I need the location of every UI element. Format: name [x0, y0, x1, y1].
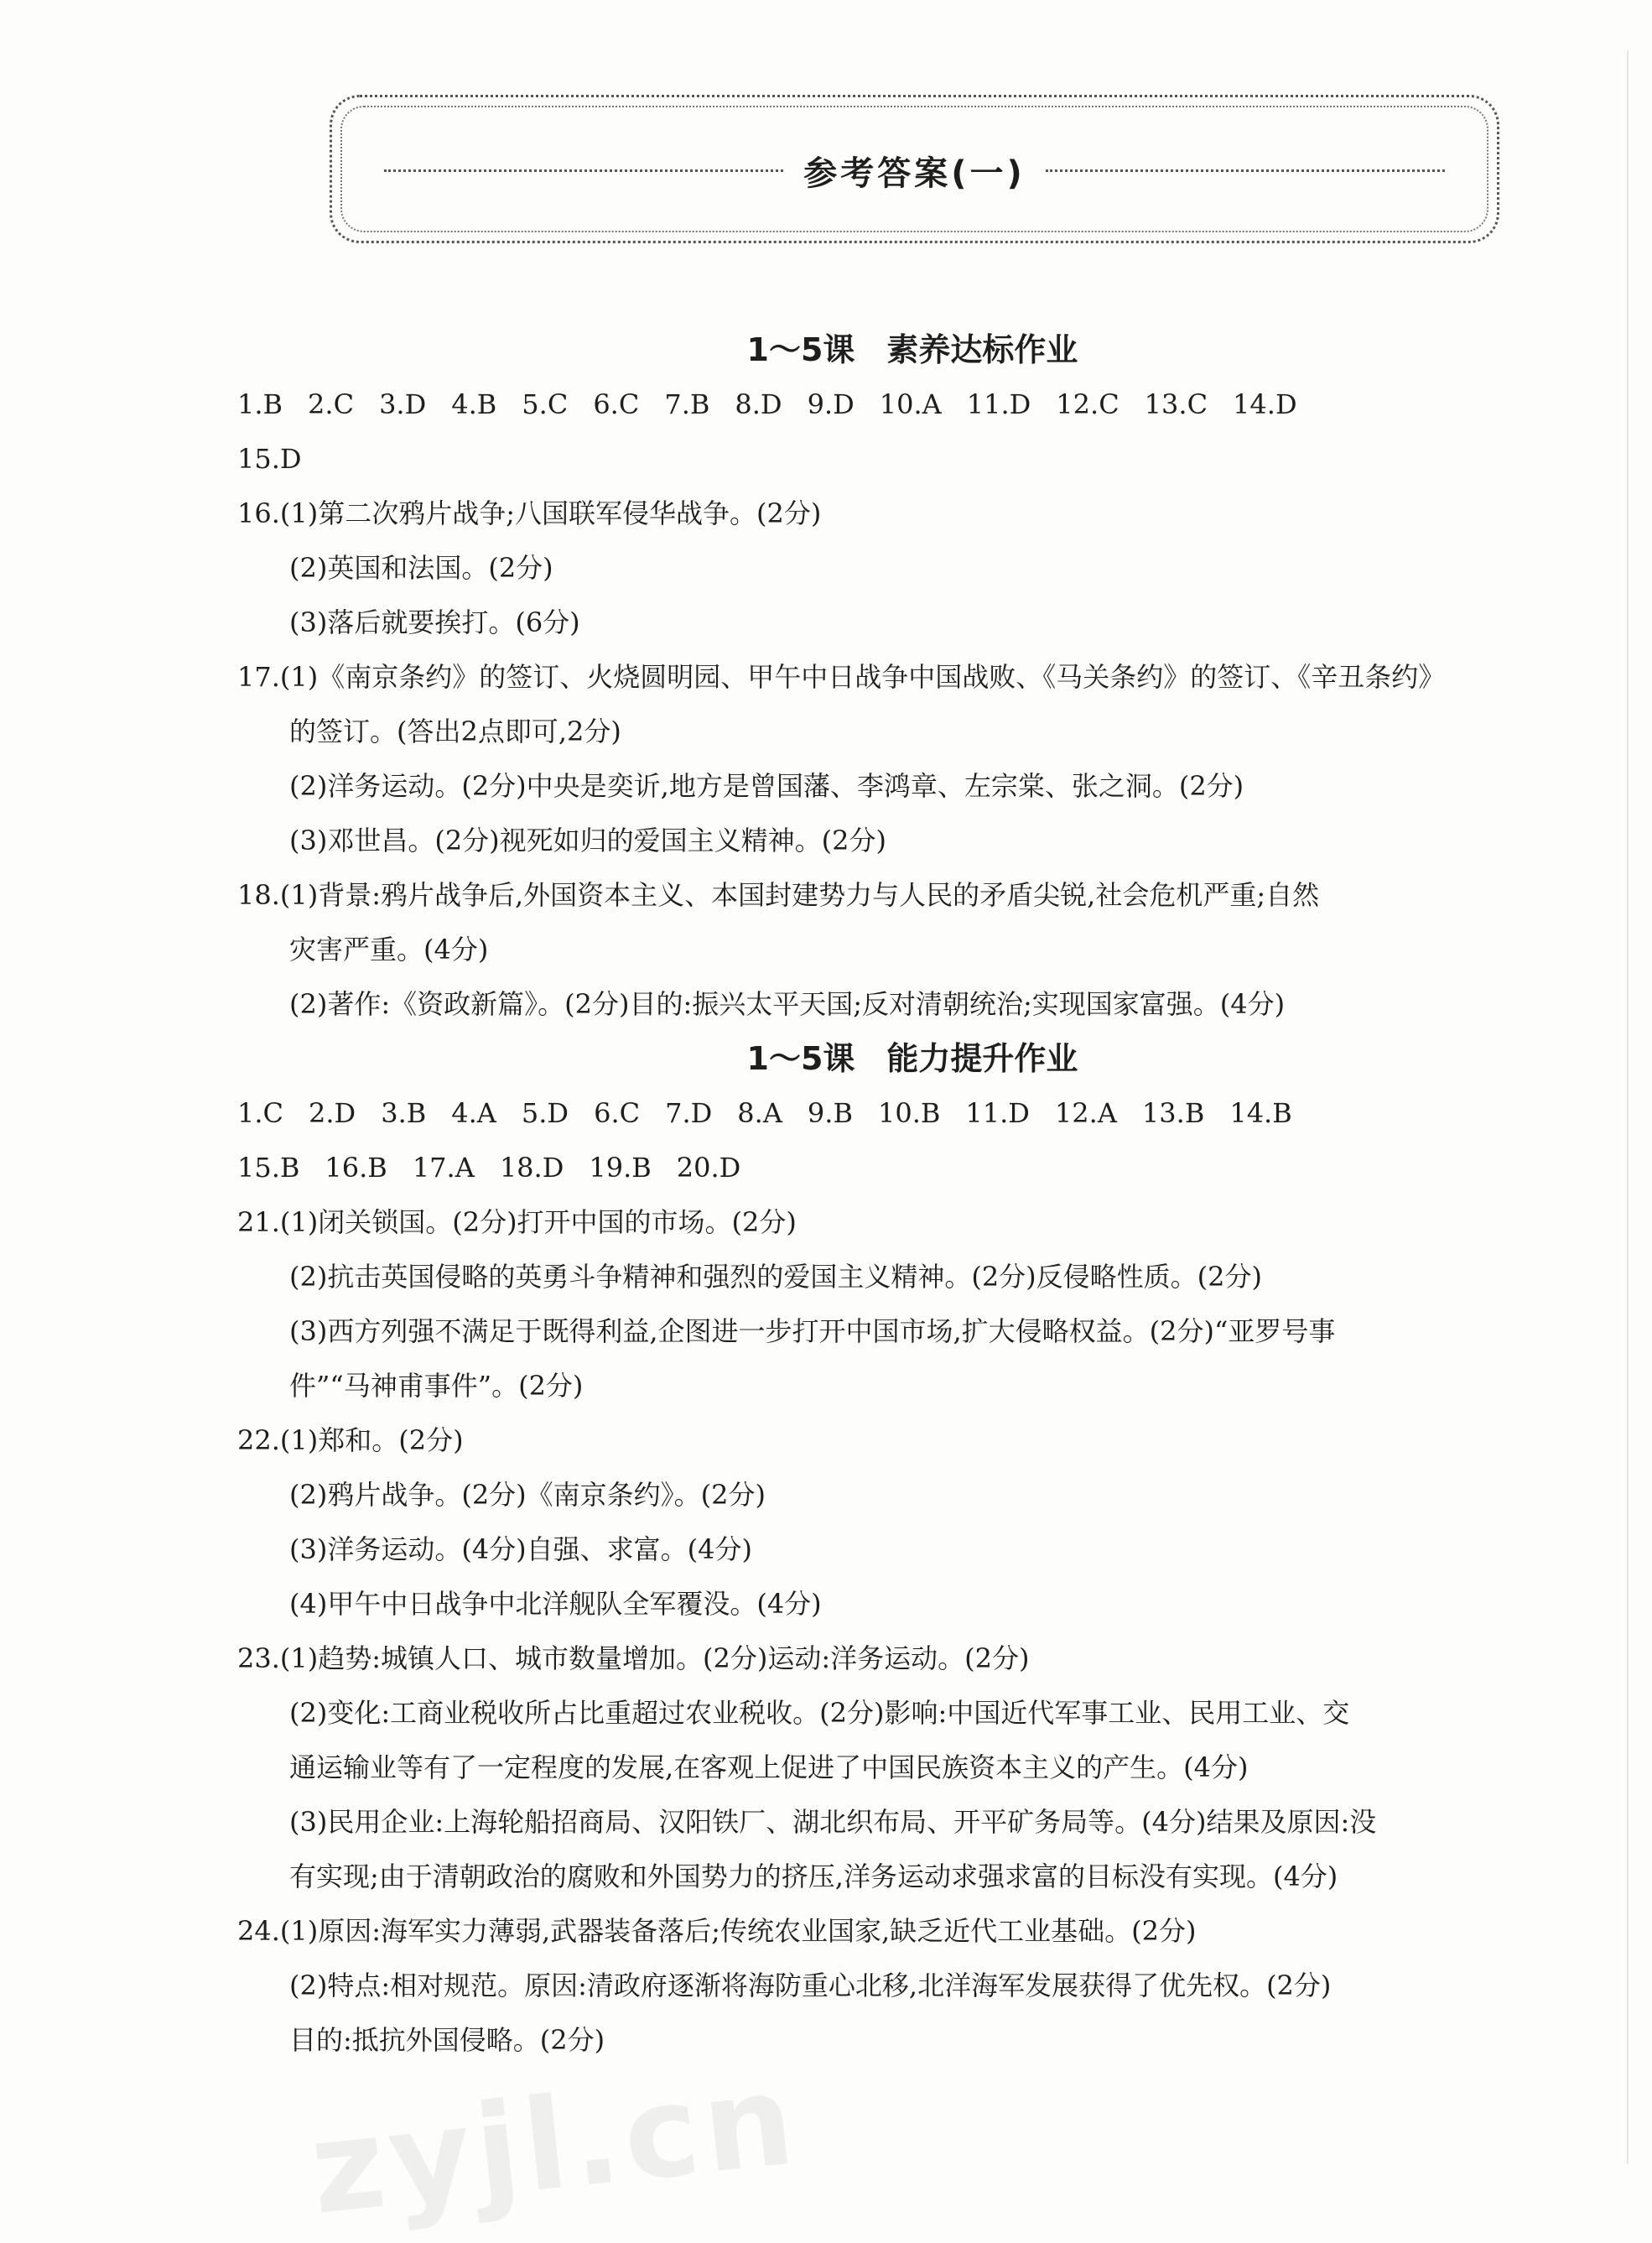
- choice-answers-line: [237, 1141, 1587, 1195]
- answer-line: 24.(1)原因:海军实力薄弱,武器装备落后;传统农业国家,缺乏近代工业基础。(2分): [237, 1915, 1197, 1947]
- page-edge-line: [1627, 50, 1629, 2164]
- answer-line: (2)特点:相对规范。原因:清政府逐渐将海防重心北移,北洋海军发展获得了优先权。(2分): [289, 1970, 1332, 2001]
- question-18: [237, 868, 1587, 1032]
- answer-line: 23.(1)趋势:城镇人口、城市数量增加。(2分)运动:洋务运动。(2分): [237, 1642, 1030, 1674]
- choice-answer: 9.D: [807, 388, 855, 420]
- answer-line: (3)洋务运动。(4分)自强、求富。(4分): [289, 1533, 752, 1565]
- title-rule-right: [1046, 169, 1445, 172]
- choice-answer: 13.B: [1141, 1097, 1205, 1129]
- answer-line: 灾害严重。(4分): [289, 934, 489, 965]
- title-rule-left: [384, 169, 783, 172]
- choice-answer: 11.D: [966, 388, 1031, 420]
- answer-line: (2)洋务运动。(2分)中央是奕䜣,地方是曾国藩、李鸿章、左宗棠、张之洞。(2分): [289, 770, 1244, 802]
- answer-line: (3)邓世昌。(2分)视死如归的爱国主义精神。(2分): [289, 825, 886, 856]
- answer-line: 有实现;由于清朝政治的腐败和外国势力的挤压,洋务运动求强求富的目标没有实现。(4分): [289, 1860, 1338, 1892]
- question-23: [237, 1632, 1587, 1904]
- choice-answer: 4.B: [451, 388, 497, 420]
- choice-answer: 5.D: [521, 1097, 569, 1129]
- choice-answer: 9.B: [807, 1097, 853, 1129]
- choice-answer: 14.B: [1229, 1097, 1292, 1129]
- choice-answer: 5.C: [522, 388, 569, 420]
- choice-answer: 3.D: [379, 388, 427, 420]
- answer-content: [237, 323, 1587, 2068]
- question-24: [237, 1904, 1587, 2068]
- section-heading: 1～5课 素养达标作业: [746, 331, 1078, 368]
- choice-answer: 15.D: [237, 443, 302, 475]
- answer-line: 18.(1)背景:鸦片战争后,外国资本主义、本国封建势力与人民的矛盾尖锐,社会危机严重;自然: [237, 879, 1320, 911]
- title-frame: [330, 95, 1499, 243]
- choice-answer: 12.C: [1056, 388, 1120, 420]
- choice-answer: 7.D: [665, 1097, 713, 1129]
- choice-answer: 19.B: [589, 1152, 652, 1184]
- answer-line: 目的:抵抗外国侵略。(2分): [289, 2024, 605, 2056]
- choice-answer: 1.C: [237, 1097, 284, 1129]
- choice-answer: 7.B: [664, 388, 710, 420]
- section-heading: 1～5课 能力提升作业: [746, 1040, 1078, 1077]
- answer-line: 17.(1)《南京条约》的签订、火烧圆明园、甲午中日战争中国战败、《马关条约》的签订、《辛丑条约》: [237, 661, 1446, 693]
- choice-answer: 2.D: [309, 1097, 356, 1129]
- choice-answer: 3.B: [381, 1097, 427, 1129]
- answer-line: 21.(1)闭关锁国。(2分)打开中国的市场。(2分): [237, 1206, 797, 1238]
- choice-answer: 6.C: [594, 1097, 641, 1129]
- answer-line: (2)英国和法国。(2分): [289, 552, 553, 584]
- answer-line: 22.(1)郑和。(2分): [237, 1424, 464, 1456]
- choice-answer: 12.A: [1054, 1097, 1117, 1129]
- answer-line: (2)著作:《资政新篇》。(2分)目的:振兴太平天国;反对清朝统治;实现国家富强。(4分): [289, 988, 1286, 1020]
- choice-answer: 15.B: [237, 1152, 300, 1184]
- answer-line: (2)抗击英国侵略的英勇斗争精神和强烈的爱国主义精神。(2分)反侵略性质。(2分): [289, 1261, 1262, 1293]
- question-21: [237, 1195, 1587, 1413]
- answer-line: 的签订。(答出2点即可,2分): [289, 716, 621, 747]
- question-17: [237, 650, 1587, 868]
- answer-line: (3)落后就要挨打。(6分): [289, 606, 580, 638]
- choice-answer: 8.A: [737, 1097, 782, 1129]
- title-row: [384, 149, 1445, 191]
- choice-answers-line: [237, 432, 1587, 487]
- answer-line: 件”“马神甫事件”。(2分): [289, 1370, 584, 1402]
- choice-answer: 20.D: [676, 1152, 741, 1184]
- answer-line: (2)鸦片战争。(2分)《南京条约》。(2分): [289, 1479, 766, 1511]
- choice-answer: 14.D: [1233, 388, 1297, 420]
- choice-answer: 4.A: [451, 1097, 496, 1129]
- choice-answers-line: [237, 1086, 1587, 1141]
- choice-answer: 13.C: [1144, 388, 1208, 420]
- answer-line: (4)甲午中日战争中北洋舰队全军覆没。(4分): [289, 1588, 822, 1620]
- answer-line: (3)民用企业:上海轮船招商局、汉阳铁厂、湖北织布局、开平矿务局等。(4分)结果及原因:没: [289, 1806, 1377, 1838]
- choice-answer: 10.B: [877, 1097, 941, 1129]
- choice-answer: 8.D: [735, 388, 782, 420]
- question-22: [237, 1413, 1587, 1632]
- title-frame-inner: [340, 106, 1488, 232]
- answer-line: (3)西方列强不满足于既得利益,企图进一步打开中国市场,扩大侵略权益。(2分)“亚罗号事: [289, 1315, 1336, 1347]
- choice-answer: 16.B: [325, 1152, 387, 1184]
- choice-answer: 6.C: [593, 388, 640, 420]
- answer-line: (2)变化:工商业税收所占比重超过农业税收。(2分)影响:中国近代军事工业、民用工业、交: [289, 1697, 1350, 1729]
- choice-answers-line: [237, 377, 1587, 432]
- choice-answer: 1.B: [237, 388, 283, 420]
- choice-answer: 2.C: [308, 388, 355, 420]
- choice-answer: 10.A: [879, 388, 942, 420]
- page-title: 参考答案(一): [803, 154, 1026, 193]
- answer-line: 16.(1)第二次鸦片战争;八国联军侵华战争。(2分): [237, 497, 822, 529]
- answer-line: 通运输业等有了一定程度的发展,在客观上促进了中国民族资本主义的产生。(4分): [289, 1751, 1249, 1783]
- watermark-text: zyjl.cn: [304, 2047, 806, 2243]
- choice-answer: 11.D: [965, 1097, 1030, 1129]
- question-16: [237, 487, 1587, 650]
- choice-answer: 17.A: [412, 1152, 475, 1184]
- choice-answer: 18.D: [499, 1152, 564, 1184]
